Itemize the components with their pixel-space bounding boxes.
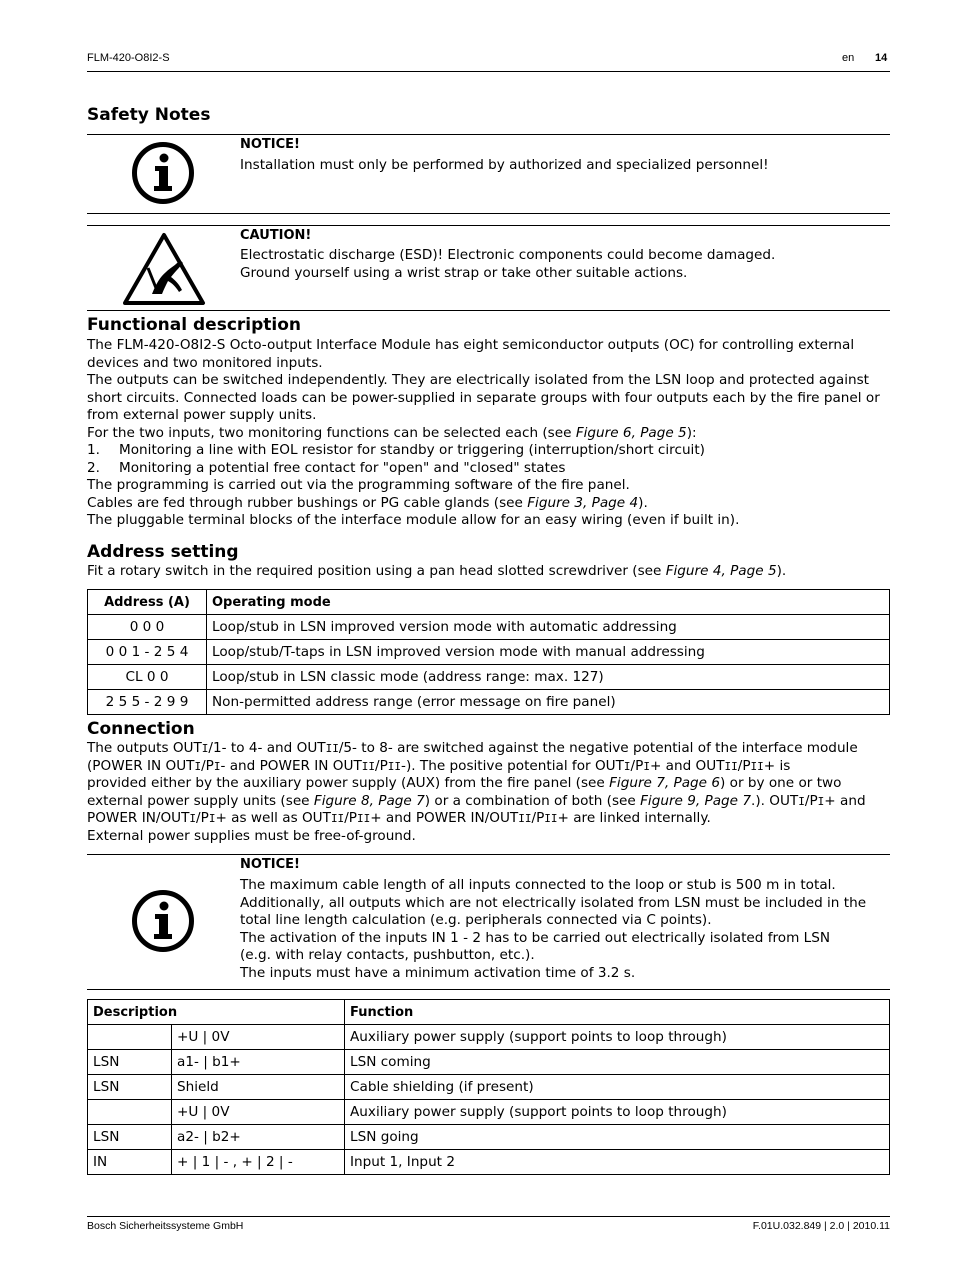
notice2-text: The maximum cable length of all inputs connected to the loop or stub is 500 m in total. Additionally, all outputs which are not electrically isolated from LSN must be included in the total line length calculation (e.g. peripherals connected via C points). The activation of the inputs IN 1 - 2 has to be carried out electrically isolated from LSN (e.g. with relay contacts, pushbutton, etc.). The inputs must have a minimum activation time of 3.2 s. — [240, 877, 867, 981]
caution-text-line2: Ground yourself using a wrist strap or take other suitable actions. — [240, 265, 688, 281]
section-title-connection: Connection — [87, 719, 195, 739]
table-row: 0 0 1 - 2 5 4 Loop/stub/T-taps in LSN improved version mode with manual addressing — [88, 640, 890, 665]
notice-bottom-rule — [87, 213, 890, 214]
table-row: LSN Shield Cable shielding (if present) — [88, 1075, 890, 1100]
footer-divider — [87, 1216, 890, 1217]
table-row: LSN a2- | b2+ LSN going — [88, 1125, 890, 1150]
list-item: 1. Monitoring a line with EOL resistor for standby or triggering (interruption/short circuit) — [87, 442, 705, 458]
table-row: 2 5 5 - 2 9 9 Non-permitted address range (error message on fire panel) — [88, 690, 890, 715]
connection-table — [87, 999, 890, 1175]
notice2-bottom-rule — [87, 989, 890, 990]
info-icon — [131, 889, 195, 957]
table-header-row — [88, 1000, 890, 1025]
notice-text: Installation must only be performed by authorized and specialized personnel! — [240, 157, 769, 173]
section-title-functional: Functional description — [87, 315, 302, 335]
info-icon — [131, 141, 195, 209]
header-divider — [87, 71, 890, 72]
header-page-number: 14 — [875, 52, 888, 64]
notice2-top-rule — [87, 854, 890, 855]
table-row: CL 0 0 Loop/stub in LSN classic mode (address range: max. 127) — [88, 665, 890, 690]
caution-text-line1: Electrostatic discharge (ESD)! Electronic components could become damaged. — [240, 247, 776, 263]
notice-label: NOTICE! — [240, 137, 300, 152]
connection-paragraph: The outputs OUTI/1- to 4- and OUTII/5- to 8- are switched against the negative potential of the interface module (POWER IN OUTI/PI- and POWER IN OUTII/PII-). The positive potential for OUTI/PI+ and OUTII/PII+ is provided either by the auxiliary power supply (AUX) from the fire panel (see Figure 7, Page 6) or by one or two external power supply units (see Figure 8, Page 7) or a combination of both (see Figure 9, Page 7.). OUTI/PI+ and POWER IN/OUTI/PI+ as well as OUTII/PII+ and POWER IN/OUTII/PII+ are linked internally. External power supplies must be free-of-ground. — [87, 740, 866, 844]
table-row: LSN a1- | b1+ LSN coming — [88, 1050, 890, 1075]
address-intro: Fit a rotary switch in the required position using a pan head slotted screwdriver (see Figure 4, Page 5). — [87, 563, 787, 579]
column-header-address: Address (A) — [88, 590, 207, 615]
notice-top-rule — [87, 134, 890, 135]
section-title-address: Address setting — [87, 542, 239, 562]
header-lang: en — [842, 52, 855, 64]
column-header-operating-mode: Operating mode — [207, 590, 890, 615]
functional-paragraph: The FLM-420-O8I2-S Octo-output Interface Module has eight semiconductor outputs (OC) for controlling external devices and two monitored inputs. The outputs can be switched independently. They are electrically isolated from the LSN loop and protected against short circuits. Connected loads can be power-supplied in separate groups with four outputs each by the fire panel or from external power supply units. For the two inputs, two monitoring functions can be selected each (see Figure 6, Page 5): 1. Monitoring a line with EOL resistor for standby or triggering (interruption/short circuit) 2. Monitoring a potential free contact for "open" and "closed" states The programming is carried out via the programming software of the fire panel. Cables are fed through rubber bushings or PG cable glands (see Figure 3, Page 4). The pluggable terminal blocks of the interface module allow for an easy wiring (even if built in). — [87, 337, 880, 528]
column-header-function: Function — [345, 1000, 890, 1025]
table-row: +U | 0V Auxiliary power supply (support points to loop through) — [88, 1100, 890, 1125]
address-table — [87, 589, 890, 715]
notice2-label: NOTICE! — [240, 857, 300, 872]
footer-company: Bosch Sicherheitssysteme GmbH — [87, 1220, 244, 1232]
caution-label: CAUTION! — [240, 228, 312, 243]
section-title-safety: Safety Notes — [87, 105, 211, 125]
list-item: 2. Monitoring a potential free contact for "open" and "closed" states — [87, 459, 566, 476]
caution-bottom-rule — [87, 310, 890, 311]
esd-warning-icon — [122, 232, 206, 310]
column-header-description: Description — [88, 1000, 345, 1025]
header-doc-id: FLM-420-O8I2-S — [87, 52, 170, 64]
caution-top-rule — [87, 225, 890, 226]
footer-document-ref: F.01U.032.849 | 2.0 | 2010.11 — [752, 1220, 890, 1232]
table-row: IN + | 1 | - , + | 2 | - Input 1, Input 2 — [88, 1150, 890, 1175]
table-row: +U | 0V Auxiliary power supply (support points to loop through) — [88, 1025, 890, 1050]
table-header-row — [88, 590, 890, 615]
table-row: 0 0 0 Loop/stub in LSN improved version mode with automatic addressing — [88, 615, 890, 640]
